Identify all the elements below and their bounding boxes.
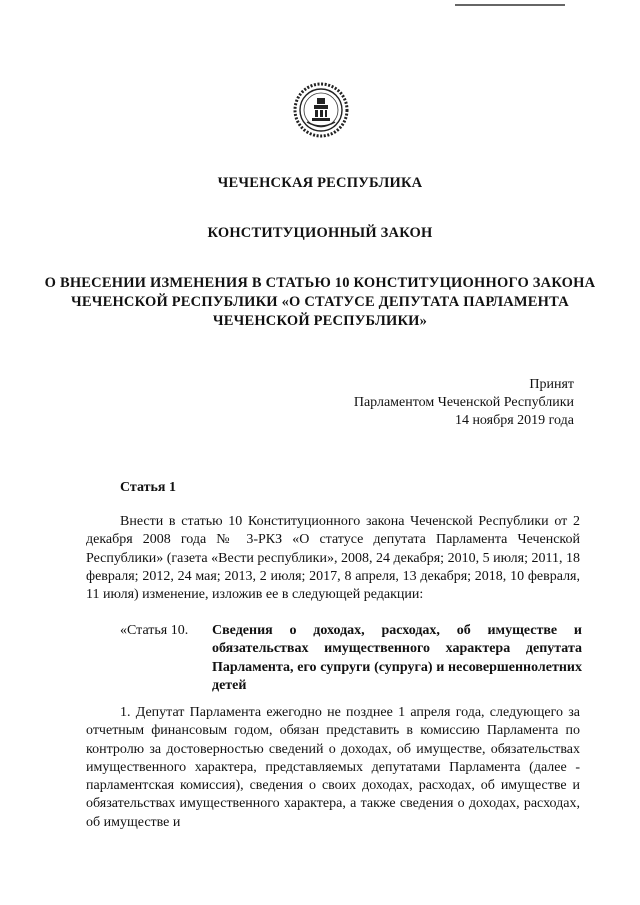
adoption-body: Парламентом Чеченской Республики <box>353 395 574 410</box>
cited-article-number: «Статья 10. <box>120 623 189 638</box>
adoption-line: Принят <box>529 377 574 392</box>
law-type-title: КОНСТИТУЦИОННЫЙ ЗАКОН <box>207 225 433 241</box>
coat-of-arms-emblem <box>293 82 349 138</box>
adoption-date: 14 ноября 2019 года <box>454 413 574 428</box>
point-1-paragraph: 1. Депутат Парламента ежегодно не позднее 1 апреля года, следующего за отчетным финансовым годом, обязан представить в комиссию Парламента по контролю за достоверностью сведений о доходах, об имуществе, обязательствах имущественного характера, представляемых депутатами Парламента (далее - парламентская комиссия), сведения о своих доходах, расходах, об имуществе и обязательствах имущественного характера, а также сведения о доходах, расходах, об имуществе и <box>86 705 580 830</box>
article-intro-paragraph: Внести в статью 10 Конституционного закона Чеченской Республики от 2 декабря 2008 года № 3-РКЗ «О статусе депутата Парламента Чеченской Республики» (газета «Вести республики», 2008, 24 декабря; 2010, 5 июля; 2011, 18 февраля; 2012, 24 мая; 2013, 2 июля; 2017, 8 апреля, 13 декабря; 2018, 10 февраля, 11 июля) изменение, изложив ее в следующей редакции: <box>86 514 580 603</box>
law-subject-title: О ВНЕСЕНИИ ИЗМЕНЕНИЯ В СТАТЬЮ 10 КОНСТИТУЦИОННОГО ЗАКОНА ЧЕЧЕНСКОЙ РЕСПУБЛИКИ «О СТАТУСЕ ДЕПУТАТА ПАРЛАМЕНТА ЧЕЧЕНСКОЙ РЕСПУБЛИКИ» <box>44 275 596 329</box>
republic-title: ЧЕЧЕНСКАЯ РЕСПУБЛИКА <box>217 175 423 191</box>
cited-article-title: Сведения о доходах, расходах, об имуществе и обязательствах имущественного характера депутата Парламента, его супруги (супруга) и несовершеннолетних детей <box>212 623 582 693</box>
scan-mark <box>455 4 565 6</box>
article-heading: Статья 1 <box>120 480 176 495</box>
adoption-block <box>354 376 574 430</box>
